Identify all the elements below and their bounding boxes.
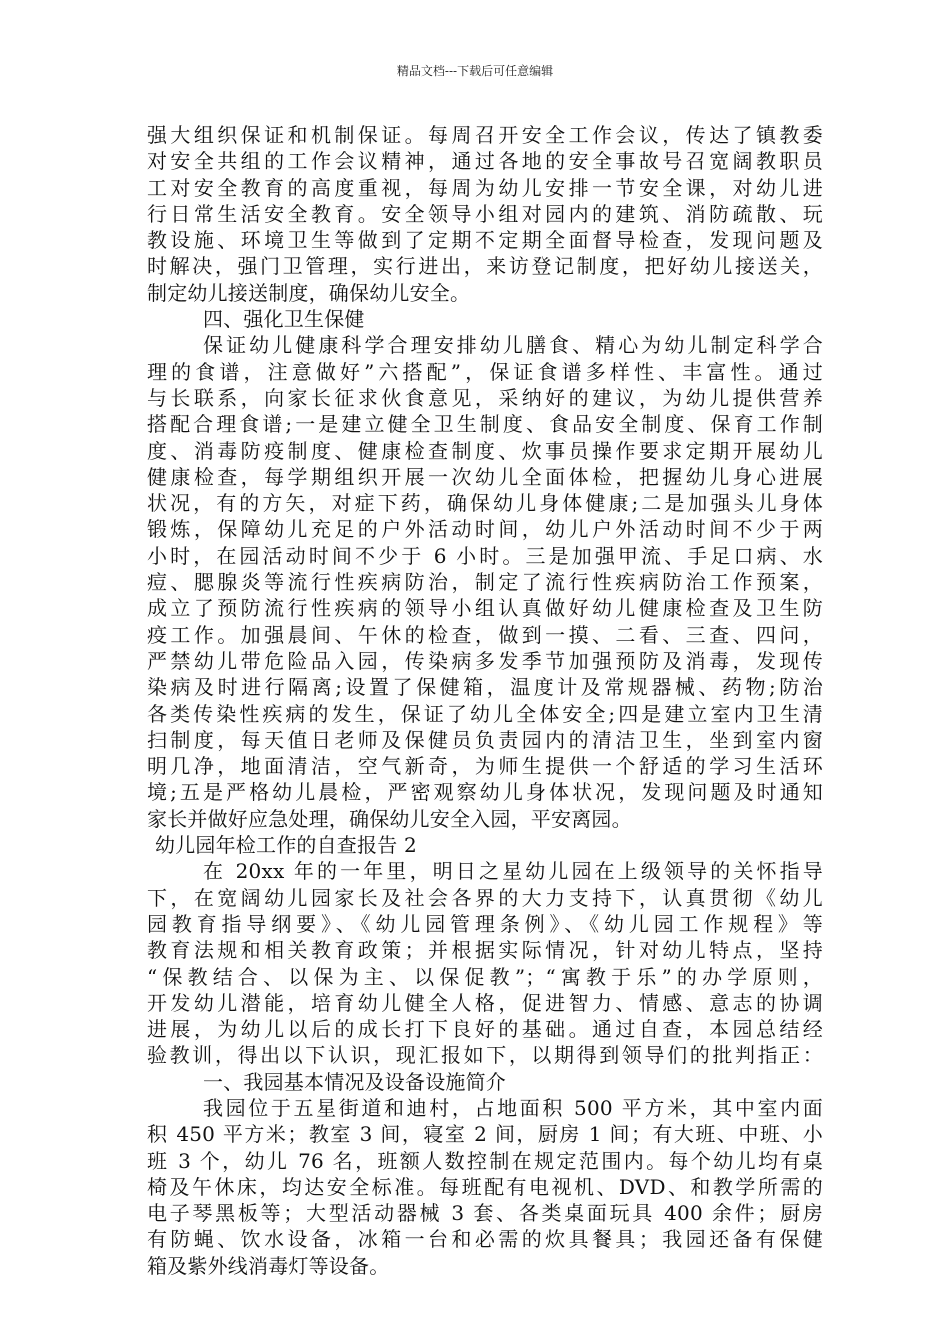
text-line: 疫工作。加强晨间、午休的检查，做到一摸、二看、三查、四问， <box>147 622 823 647</box>
text-line: 班 3 个，幼儿 76 名，班额人数控制在规定范围内。每个幼儿均有桌 <box>147 1148 823 1173</box>
text-line: 状况，有的方矢，对症下药，确保幼儿身体健康;二是加强头儿身体 <box>147 491 823 516</box>
text-line: 与长联系，向家长征求伙食意见，采纳好的建议，为幼儿提供营养 <box>147 385 823 410</box>
text-line: 开发幼儿潜能，培育幼儿健全人格，促进智力、情感、意志的协调 <box>147 990 823 1015</box>
text-line: 电子琴黑板等；大型活动器械 3 套、各类桌面玩具 400 余件；厨房 <box>147 1201 823 1226</box>
document-body <box>147 122 823 1279</box>
text-line: 小时，在园活动时间不少于 6 小时。三是加强甲流、手足口病、水 <box>147 543 823 568</box>
text-line: “保教结合、以保为主、以保促教”；“寓教于乐”的办学原则， <box>147 964 823 989</box>
text-line: 搭配合理食谱;一是建立健全卫生制度、食品安全制度、保育工作制 <box>147 412 823 437</box>
text-line: 积 450 平方米；教室 3 间，寝室 2 间，厨房 1 间；有大班、中班、小 <box>147 1122 823 1147</box>
text-line: 下，在宽阔幼儿园家长及社会各界的大力支持下，认真贯彻《幼儿 <box>147 885 823 910</box>
text-line: 进展，为幼儿以后的成长打下良好的基础。通过自查，本园总结经 <box>147 1017 823 1042</box>
text-line: 时解决，强门卫管理，实行进出，来访登记制度，把好幼儿接送关， <box>147 254 823 279</box>
text-line: 锻炼，保障幼儿充足的户外活动时间，幼儿户外活动时间不少于两 <box>147 517 823 542</box>
text-line: 家长并做好应急处理，确保幼儿安全入园，平安离园。 <box>147 806 632 831</box>
text-line: 有防蝇、饮水设备，冰箱一台和必需的炊具餐具；我园还备有保健 <box>147 1227 823 1252</box>
text-line: 教育法规和相关教育政策；并根据实际情况，针对幼儿特点，坚持 <box>147 938 823 963</box>
text-line: 健康检查，每学期组织开展一次幼儿全面体检，把握幼儿身心进展 <box>147 464 823 489</box>
text-line: 我园位于五星街道和迪村，占地面积 500 平方米，其中室内面 <box>203 1095 823 1120</box>
text-line: 成立了预防流行性疾病的领导小组认真做好幼儿健康检查及卫生防 <box>147 596 823 621</box>
text-line: 验教训，得出以下认识，现汇报如下，以期得到领导们的批判指正： <box>147 1043 823 1068</box>
text-line: 箱及紫外线消毒灯等设备。 <box>147 1253 390 1278</box>
text-line: 保证幼儿健康科学合理安排幼儿膳食、精心为幼儿制定科学合 <box>203 333 823 358</box>
text-line: 对安全共组的工作会议精神，通过各地的安全事故号召宽阔教职员 <box>147 149 823 174</box>
page-header: 精品文档---下载后可任意编辑 <box>396 64 554 78</box>
text-line: 严禁幼儿带危险品入园，传染病多发季节加强预防及消毒，发现传 <box>147 648 823 673</box>
text-line: 度、消毒防疫制度、健康检查制度、炊事员操作要求定期开展幼儿 <box>147 438 823 463</box>
text-line: 痘、腮腺炎等流行性疾病防治，制定了流行性疾病防治工作预案， <box>147 570 823 595</box>
text-line: 椅及午休床，均达安全标准。每班配有电视机、DVD、和教学所需的 <box>147 1174 823 1199</box>
section-heading: 一、我园基本情况及设备设施简介 <box>203 1069 506 1094</box>
text-line: 境;五是严格幼儿晨检，严密观察幼儿身体状况，发现问题及时通知 <box>147 780 823 805</box>
text-line: 扫制度，每天值日老师及保健员负责园内的清洁卫生，坐到室内窗 <box>147 727 823 752</box>
section-heading: 四、强化卫生保健 <box>203 307 365 332</box>
text-line: 在 20xx 年的一年里，明日之星幼儿园在上级领导的关怀指导 <box>203 859 823 884</box>
text-line: 明几净，地面清洁，空气新奇，为师生提供一个舒适的学习生活环 <box>147 754 823 779</box>
text-line: 园教育指导纲要》、《幼儿园管理条例》、《幼儿园工作规程》等 <box>147 911 823 936</box>
text-line: 行日常生活安全教育。安全领导小组对园内的建筑、消防疏散、玩 <box>147 201 823 226</box>
text-line: 理的食谱，注意做好”六搭配”，保证食谱多样性、丰富性。通过 <box>147 359 823 384</box>
text-line: 教设施、环境卫生等做到了定期不定期全面督导检查，发现问题及 <box>147 228 823 253</box>
text-line: 各类传染性疾病的发生，保证了幼儿全体安全;四是建立室内卫生清 <box>147 701 823 726</box>
text-line: 染病及时进行隔离;设置了保健箱，温度计及常规器械、药物;防治 <box>147 675 823 700</box>
text-line: 制定幼儿接送制度，确保幼儿安全。 <box>147 280 471 305</box>
section-heading: 幼儿园年检工作的自查报告 2 <box>155 833 417 858</box>
text-line: 强大组织保证和机制保证。每周召开安全工作会议，传达了镇教委 <box>147 123 823 147</box>
text-line: 工对安全教育的高度重视，每周为幼儿安排一节安全课，对幼儿进 <box>147 175 823 200</box>
